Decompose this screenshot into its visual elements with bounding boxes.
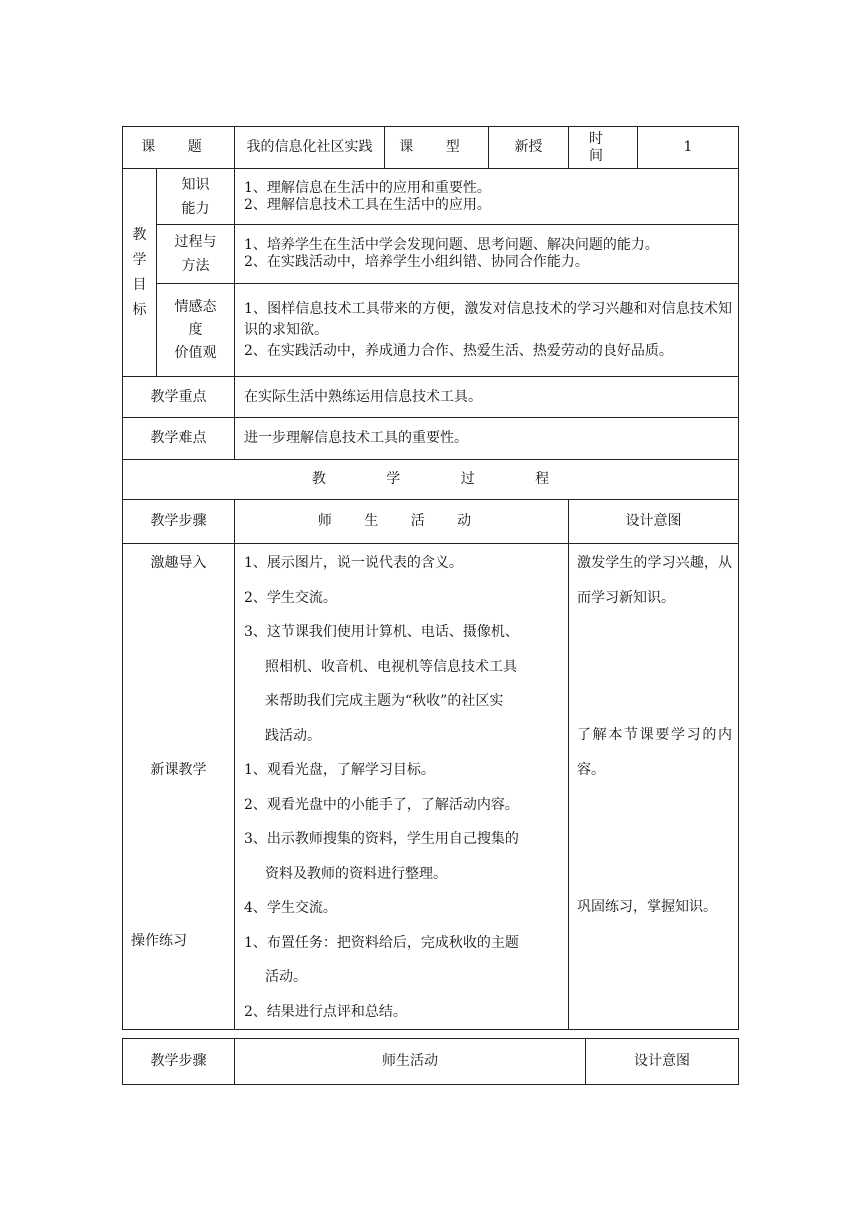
- objective-text-knowledge: [235, 169, 739, 225]
- steps-cell: [123, 544, 235, 1030]
- objective-row-attitude: [123, 284, 739, 377]
- continuation-header-row: [123, 1039, 739, 1085]
- objectives-label: 教学目标: [123, 169, 157, 377]
- continuation-steps-header: 教学步骤: [123, 1039, 235, 1085]
- activity-line: 2、学生交流。: [244, 589, 337, 606]
- difficulty-label: 教学难点: [123, 418, 235, 460]
- process-title: 教 学 过 程: [123, 460, 739, 500]
- objective-line: 2、在实践活动中，养成通力合作、热爱生活、热爱劳动的良好品质。: [244, 342, 673, 359]
- activity-line: 3、这节课我们使用计算机、电话、摄像机、: [244, 624, 519, 640]
- objective-category-knowledge: 知识 能力: [157, 169, 235, 225]
- activity-line: 2、观看光盘中的小能手了，了解活动内容。: [244, 796, 519, 813]
- objective-line: 1、理解信息在生活中的应用和重要性。: [244, 179, 491, 196]
- activity-line: 1、观看光盘，了解学习目标。: [244, 762, 435, 778]
- activity-line: 1、布置任务：把资料给后，完成秋收的主题: [244, 934, 519, 951]
- intent-practice: 巩固练习，掌握知识。: [577, 899, 718, 915]
- header-row: [123, 127, 739, 169]
- step-intro: 激趣导入: [150, 555, 207, 571]
- topic-label: 课 题: [123, 127, 235, 169]
- steps-column-header: 教学步骤: [123, 500, 235, 544]
- process-title-row: [123, 460, 739, 500]
- topic-value: 我的信息化社区实践: [235, 127, 385, 169]
- intent-new-lesson: 了解本节课要学习的内容。: [577, 727, 733, 778]
- lesson-plan-table: [122, 126, 739, 1030]
- activities-cell: [235, 544, 569, 1030]
- activity-line: 活动。: [265, 969, 308, 985]
- intent-column-header: 设计意图: [569, 500, 739, 544]
- objective-line: 1、培养学生在生活中学会发现问题、思考问题、解决问题的能力。: [244, 237, 659, 254]
- key-point-value: 在实际生活中熟练运用信息技术工具。: [235, 377, 739, 418]
- objective-line: 2、在实践活动中，培养学生小组纠错、协同合作能力。: [244, 254, 589, 270]
- intent-intro: 激发学生的学习兴趣，从而学习新知识。: [577, 555, 733, 606]
- process-body-row: [123, 544, 739, 1030]
- activity-line: 3、出示教师搜集的资料，学生用自己搜集的: [244, 831, 519, 847]
- activity-line: 来帮助我们完成主题为“秋收”的社区实: [265, 693, 504, 709]
- continuation-table: [122, 1038, 739, 1085]
- objective-row-process: [123, 225, 739, 284]
- key-point-row: [123, 377, 739, 418]
- step-new-lesson: 新课教学: [150, 761, 207, 778]
- objective-text-attitude: [235, 284, 739, 377]
- objective-category-attitude: 情感态 度 价值观: [157, 284, 235, 377]
- activity-line: 资料及教师的资料进行整理。: [265, 865, 448, 882]
- objective-row-knowledge: [123, 169, 739, 225]
- activity-line: 1、展示图片，说一说代表的含义。: [244, 555, 463, 571]
- step-practice: 操作练习: [131, 933, 187, 949]
- activity-line: 4、学生交流。: [244, 900, 337, 916]
- continuation-activity-header: 师生活动: [235, 1039, 586, 1085]
- objective-category-process: 过程与 方法: [157, 225, 235, 284]
- continuation-intent-header: 设计意图: [586, 1039, 739, 1085]
- intents-cell: [569, 544, 739, 1030]
- type-value: 新授: [489, 127, 569, 169]
- time-label: 时 间: [569, 127, 638, 169]
- activity-line: 照相机、收音机、电视机等信息技术工具: [265, 658, 518, 675]
- activity-column-header: 师 生 活 动: [235, 500, 569, 544]
- difficulty-row: [123, 418, 739, 460]
- objective-line: 2、理解信息技术工具在生活中的应用。: [244, 196, 491, 213]
- type-label: 课 型: [385, 127, 489, 169]
- time-value: 1: [638, 127, 739, 169]
- objective-line: 1、图样信息技术工具带来的方便，激发对信息技术的学习兴趣和对信息技术知识的求知欲。: [244, 300, 733, 338]
- difficulty-value: 进一步理解信息技术工具的重要性。: [235, 418, 739, 460]
- activity-line: 践活动。: [265, 727, 322, 744]
- process-header-row: [123, 500, 739, 544]
- key-point-label: 教学重点: [123, 377, 235, 418]
- activity-line: 2、结果进行点评和总结。: [244, 1003, 407, 1020]
- objective-text-process: [235, 225, 739, 284]
